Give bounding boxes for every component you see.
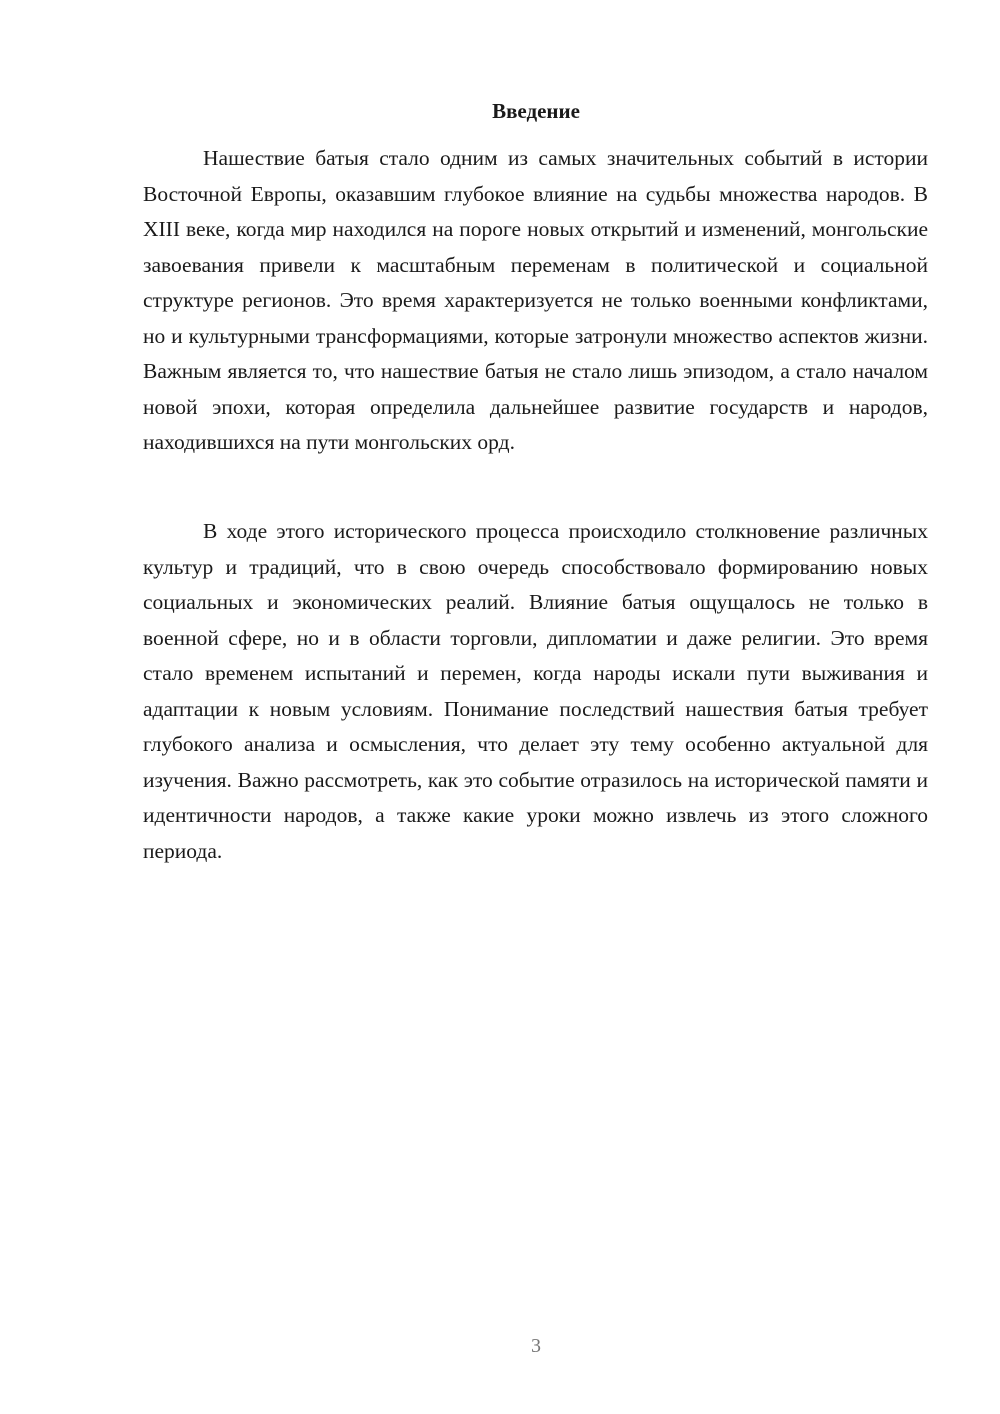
body-paragraph-2: В ходе этого исторического процесса происходило столкновение различных культур и традиций, что в свою очередь способствовало формированию новых социальных и экономических реалий. Влияние батыя ощущалось не только в военной сфере, но и в области торговли, дипломатии и даже религии. Это время стало временем испытаний и перемен, когда народы искали пути выживания и адаптации к новым условиям. Понимание последствий нашествия батыя требует глубокого анализа и осмысления, что делает эту тему особенно актуальной для изучения. Важно рассмотреть, как это событие отразилось на исторической памяти и идентичности народов, а также какие уроки можно извлечь из этого сложного периода. xyxy=(143,519,928,863)
body-paragraph-1: Нашествие батыя стало одним из самых значительных событий в истории Восточной Европы, оказавшим глубокое влияние на судьбы множества народов. В XIII веке, когда мир находился на пороге новых открытий и изменений, монгольские завоевания привели к масштабным переменам в политической и социальной структуре регионов. Это время характеризуется не только военными конфликтами, но и культурными трансформациями, которые затронули множество аспектов жизни. Важным является то, что нашествие батыя не стало лишь эпизодом, а стало началом новой эпохи, которая определила дальнейшее развитие государств и народов, находившихся на пути монгольских орд. xyxy=(143,146,928,454)
page-number: 3 xyxy=(531,1335,541,1357)
section-title: Введение xyxy=(492,99,580,123)
